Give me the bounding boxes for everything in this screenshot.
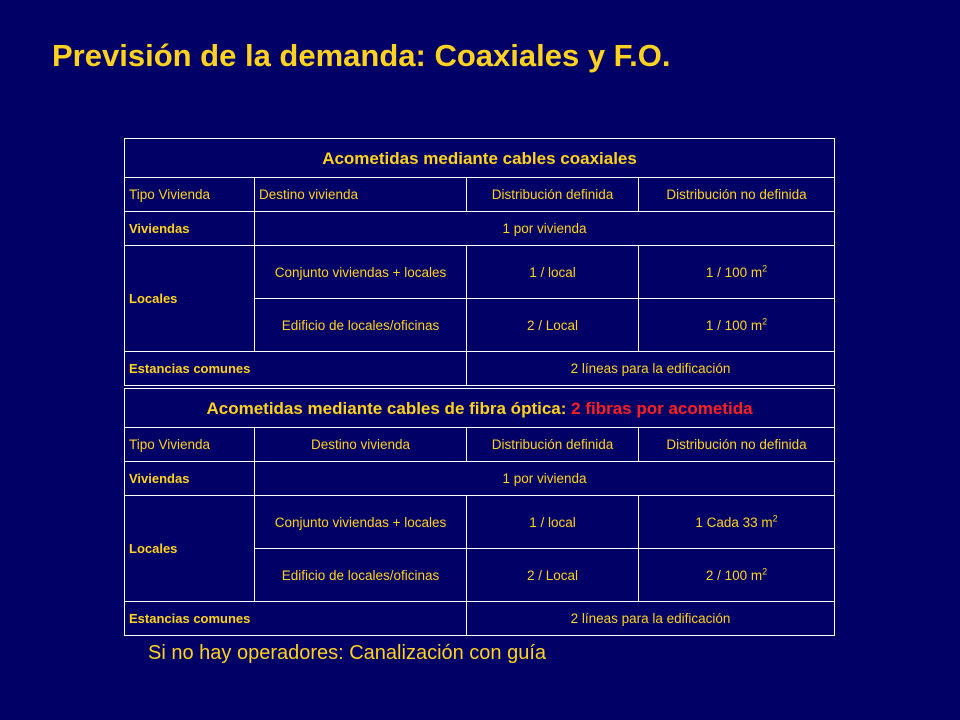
- header-distribucion-no-definida: Distribución no definida: [639, 428, 835, 462]
- coaxial-heading-text: Acometidas mediante cables coaxiales: [322, 148, 637, 168]
- slide-title: Previsión de la demanda: Coaxiales y F.O.: [52, 38, 671, 73]
- row-label-viviendas: Viviendas: [125, 462, 255, 496]
- superscript: 2: [762, 316, 768, 326]
- row-label-estancias-comunes: Estancias comunes: [125, 352, 467, 386]
- footer-note: Si no hay operadores: Canalización con guía: [148, 642, 547, 664]
- header-tipo-vivienda: Tipo Vivienda: [125, 178, 255, 212]
- superscript: 2: [762, 566, 768, 576]
- fibra-table: [124, 388, 835, 636]
- row-label-estancias-comunes: Estancias comunes: [125, 602, 467, 636]
- cell-value: 1 / 100 m: [705, 264, 763, 280]
- row-label-locales: Locales: [125, 496, 255, 602]
- cell-viviendas-value: 1 por vivienda: [255, 462, 835, 496]
- cell-no-definida-conjunto: [639, 246, 835, 299]
- cell-estancias-value: 2 líneas para la edificación: [467, 352, 835, 386]
- cell-definida-edificio: 2 / Local: [467, 299, 639, 352]
- cell-definida-edificio: 2 / Local: [467, 549, 639, 602]
- coaxial-table: [124, 138, 835, 386]
- superscript: 2: [772, 513, 778, 523]
- header-distribucion-no-definida: Distribución no definida: [639, 178, 835, 212]
- coaxial-table-heading: [125, 139, 835, 178]
- cell-value: 1 / 100 m: [705, 317, 763, 333]
- header-destino-vivienda: Destino vivienda: [255, 178, 467, 212]
- header-distribucion-definida: Distribución definida: [467, 178, 639, 212]
- row-label-locales: Locales: [125, 246, 255, 352]
- fibra-heading-highlight: 2 fibras por acometida: [571, 398, 753, 418]
- cell-destino-conjunto: Conjunto viviendas + locales: [255, 496, 467, 549]
- row-label-viviendas: Viviendas: [125, 212, 255, 246]
- cell-definida-conjunto: 1 / local: [467, 246, 639, 299]
- cell-value: 1 Cada 33 m: [695, 514, 773, 530]
- header-tipo-vivienda: Tipo Vivienda: [125, 428, 255, 462]
- cell-viviendas-value: 1 por vivienda: [255, 212, 835, 246]
- header-distribucion-definida: Distribución definida: [467, 428, 639, 462]
- superscript: 2: [762, 263, 768, 273]
- cell-value: 2 / 100 m: [705, 567, 763, 583]
- cell-destino-edificio: Edificio de locales/oficinas: [255, 299, 467, 352]
- cell-no-definida-conjunto: [639, 496, 835, 549]
- cell-no-definida-edificio: [639, 549, 835, 602]
- cell-destino-edificio: Edificio de locales/oficinas: [255, 549, 467, 602]
- cell-destino-conjunto: Conjunto viviendas + locales: [255, 246, 467, 299]
- cell-no-definida-edificio: [639, 299, 835, 352]
- cell-estancias-value: 2 líneas para la edificación: [467, 602, 835, 636]
- fibra-heading-text: Acometidas mediante cables de fibra óptica:: [206, 398, 572, 418]
- cell-definida-conjunto: 1 / local: [467, 496, 639, 549]
- fibra-table-heading: [125, 389, 835, 428]
- header-destino-vivienda: Destino vivienda: [255, 428, 467, 462]
